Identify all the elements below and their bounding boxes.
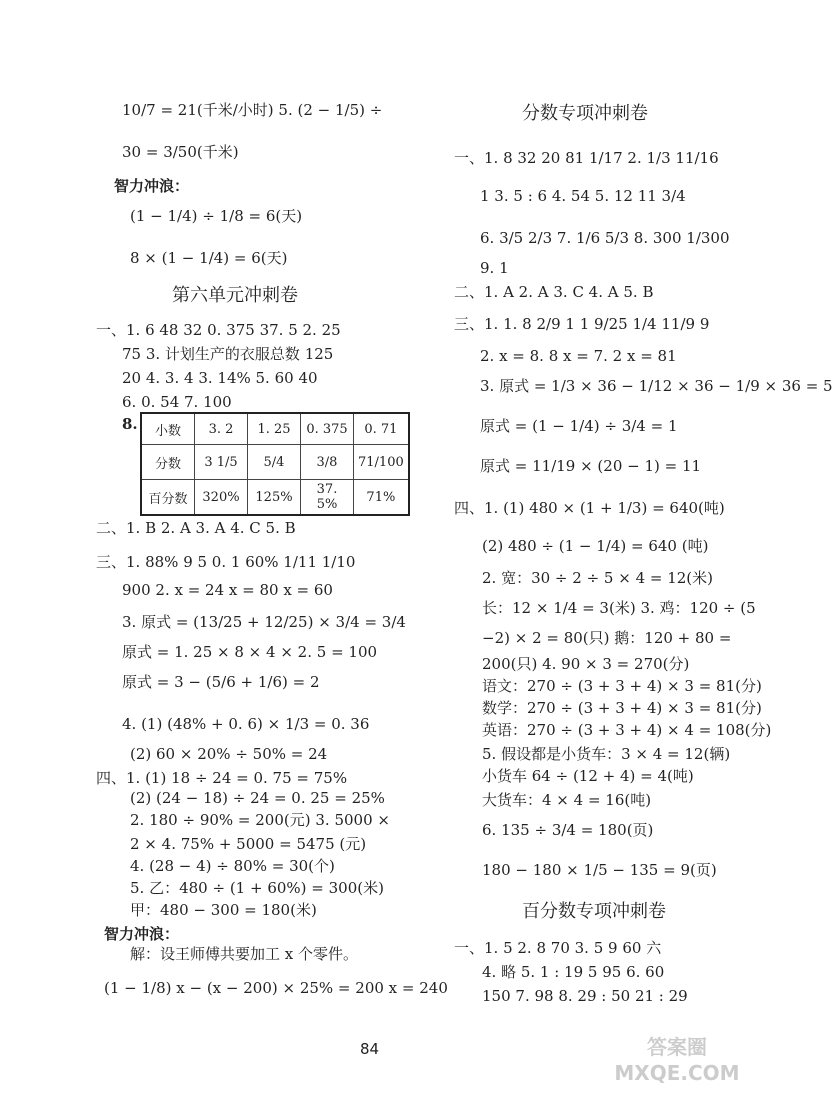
- answer-line: 5. 假设都是小货车：3 × 4 = 12(辆): [482, 745, 731, 763]
- answer-line: 4. (28 − 4) ÷ 80% = 30(个): [130, 857, 335, 875]
- answer-line: 150 7. 98 8. 29 : 50 21 : 29: [482, 987, 688, 1005]
- answer-line: 8 × (1 − 1/4) = 6(天): [130, 249, 288, 267]
- answer-line: (1 − 1/4) ÷ 1/8 = 6(天): [130, 207, 303, 225]
- answer-line: (2) 60 × 20% ÷ 50% = 24: [130, 745, 328, 763]
- table-cell: 320%: [195, 480, 248, 516]
- page-number: 84: [360, 1040, 380, 1058]
- answer-line: 一、1. 6 48 32 0. 375 37. 5 2. 25: [96, 321, 341, 339]
- question-number: 8.: [122, 415, 138, 433]
- unit-title: 分数专项冲刺卷: [522, 103, 648, 124]
- table-cell: 3 1/5: [195, 445, 248, 480]
- unit-title: 百分数专项冲刺卷: [522, 901, 666, 922]
- answer-line: 原式 = 3 − (5/6 + 1/6) = 2: [122, 673, 320, 691]
- answer-line: 原式 = 11/19 × (20 − 1) = 11: [480, 457, 702, 475]
- table-cell: 5/4: [248, 445, 301, 480]
- answer-line: 一、1. 8 32 20 81 1/17 2. 1/3 11/16: [454, 149, 719, 167]
- answer-line: 原式 = (1 − 1/4) ÷ 3/4 = 1: [480, 417, 678, 435]
- table-cell: 0. 71: [354, 413, 409, 445]
- answer-line: 75 3. 计划生产的衣服总数 125: [122, 345, 334, 363]
- answer-line: 4. (1) (48% + 0. 6) × 1/3 = 0. 36: [122, 715, 370, 733]
- table-cell: 3/8: [301, 445, 354, 480]
- answer-line: 180 − 180 × 1/5 − 135 = 9(页): [482, 861, 717, 879]
- answer-line: 5. 乙：480 ÷ (1 + 60%) = 300(米): [130, 879, 384, 897]
- answer-line: 2. 宽：30 ÷ 2 ÷ 5 × 4 = 12(米): [482, 569, 714, 587]
- answer-line: 6. 3/5 2/3 7. 1/6 5/3 8. 300 1/300: [480, 229, 730, 247]
- answer-line: 英语：270 ÷ (3 + 3 + 4) × 4 = 108(分): [482, 721, 772, 739]
- answer-line: 甲：480 − 300 = 180(米): [130, 901, 317, 919]
- answer-line: 2. x = 8. 8 x = 7. 2 x = 81: [480, 347, 677, 365]
- answer-line: 三、1. 88% 9 5 0. 1 60% 1/11 1/10: [96, 553, 356, 571]
- table-cell: 71/100: [354, 445, 409, 480]
- answer-line: 3. 原式 = 1/3 × 36 − 1/12 × 36 − 1/9 × 36 = 5: [480, 377, 833, 395]
- answer-line: 2 × 4. 75% + 5000 = 5475 (元): [130, 835, 367, 853]
- answer-line: 语文：270 ÷ (3 + 3 + 4) × 3 = 81(分): [482, 677, 762, 695]
- table-cell: 0. 375: [301, 413, 354, 445]
- answer-line: 4. 略 5. 1 : 19 5 95 6. 60: [482, 963, 665, 981]
- answer-line: 三、1. 1. 8 2/9 1 1 9/25 1/4 11/9 9: [454, 315, 710, 333]
- answer-line: 6. 135 ÷ 3/4 = 180(页): [482, 821, 654, 839]
- answer-line: 一、1. 5 2. 8 70 3. 5 9 60 六: [454, 939, 662, 957]
- answer-line: (2) 480 ÷ (1 − 1/4) = 640 (吨): [482, 537, 709, 555]
- table-row: [141, 480, 409, 516]
- table-cell: 分数: [141, 445, 195, 480]
- answer-line: 20 4. 3. 4 3. 14% 5. 60 40: [122, 369, 318, 387]
- section-heading: 智力冲浪：: [104, 925, 180, 943]
- table-row: [141, 413, 409, 445]
- answer-line: 二、1. B 2. A 3. A 4. C 5. B: [96, 519, 296, 537]
- table-cell: 71%: [354, 480, 409, 516]
- answer-line: 原式 = 1. 25 × 8 × 4 × 2. 5 = 100: [122, 643, 378, 661]
- answer-line: 大货车：4 × 4 = 16(吨): [482, 791, 652, 809]
- table-cell: 1. 25: [248, 413, 301, 445]
- answer-line: 长：12 × 1/4 = 3(米) 3. 鸡：120 ÷ (5: [482, 599, 756, 617]
- answer-line: (2) (24 − 18) ÷ 24 = 0. 25 = 25%: [130, 789, 385, 807]
- answer-line: 9. 1: [480, 259, 509, 277]
- answer-line: 900 2. x = 24 x = 80 x = 60: [122, 581, 333, 599]
- answer-line: 1 3. 5 : 6 4. 54 5. 12 11 3/4: [480, 187, 686, 205]
- answer-line: 二、1. A 2. A 3. C 4. A 5. B: [454, 283, 654, 301]
- table-cell: 百分数: [141, 480, 195, 516]
- answer-line: (1 − 1/8) x − (x − 200) × 25% = 200 x = 240: [104, 979, 448, 997]
- answer-line: 2. 180 ÷ 90% = 200(元) 3. 5000 ×: [130, 811, 390, 829]
- answer-line: 数学：270 ÷ (3 + 3 + 4) × 3 = 81(分): [482, 699, 762, 717]
- table-cell: 37. 5%: [301, 480, 354, 516]
- answer-line: 6. 0. 54 7. 100: [122, 393, 232, 411]
- answer-line: 四、1. (1) 480 × (1 + 1/3) = 640(吨): [454, 499, 725, 517]
- answer-line: 四、1. (1) 18 ÷ 24 = 0. 75 = 75%: [96, 769, 348, 787]
- watermark-logo: 答案圈 MXQE.COM: [614, 1035, 740, 1085]
- section-heading: 智力冲浪：: [114, 177, 190, 195]
- answer-line: 小货车 64 ÷ (12 + 4) = 4(吨): [482, 767, 694, 785]
- table-cell: 125%: [248, 480, 301, 516]
- answer-line: 解：设王师傅共要加工 x 个零件。: [130, 945, 358, 963]
- table-cell: 3. 2: [195, 413, 248, 445]
- conversion-table: [140, 412, 410, 516]
- unit-title: 第六单元冲刺卷: [172, 285, 298, 306]
- answer-line: −2) × 2 = 80(只) 鹅：120 + 80 =: [482, 629, 732, 647]
- answer-line: 30 = 3/50(千米): [122, 143, 239, 161]
- table-cell: 小数: [141, 413, 195, 445]
- table-row: [141, 445, 409, 480]
- answer-line: 10/7 = 21(千米/小时) 5. (2 − 1/5) ÷: [122, 101, 383, 119]
- answer-line: 3. 原式 = (13/25 + 12/25) × 3/4 = 3/4: [122, 613, 406, 631]
- answer-line: 200(只) 4. 90 × 3 = 270(分): [482, 655, 690, 673]
